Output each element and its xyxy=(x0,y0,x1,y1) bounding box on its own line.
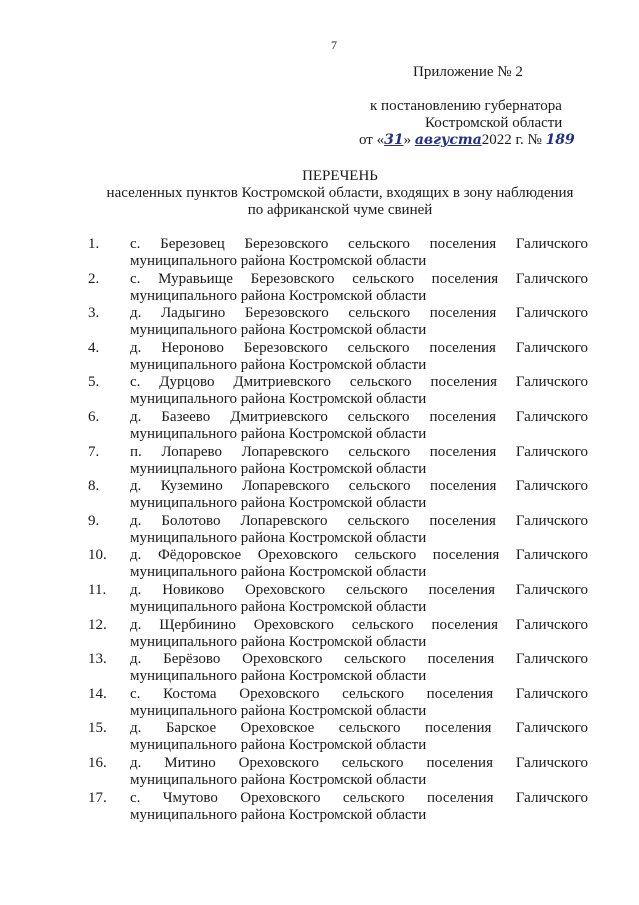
list-item xyxy=(88,582,588,617)
item-line-1: д. Ладыгино Березовского сельского поселения Галичского xyxy=(130,305,588,322)
list-item xyxy=(88,755,588,790)
item-number: 9. xyxy=(88,512,100,529)
year-part: 2022 г. № xyxy=(481,132,542,148)
appendix-label: Приложение № 2 xyxy=(413,64,523,80)
item-line-2: муниципального района Костромской области xyxy=(130,737,427,754)
item-line-2: муниицпального района Костромской области xyxy=(130,460,427,477)
item-line-1: п. Лопарево Лопаревского сельского поселения Галичского xyxy=(130,443,588,460)
item-number: 4. xyxy=(88,339,100,356)
list-item xyxy=(88,374,588,409)
item-text xyxy=(130,374,588,409)
item-text xyxy=(130,790,588,825)
item-line-1: д. Куземино Лопаревского сельского поселения Галичского xyxy=(130,478,588,495)
document-title xyxy=(80,168,600,219)
item-text xyxy=(130,409,588,444)
item-line-2: муниципального района Костромской области xyxy=(130,495,427,512)
item-text xyxy=(130,444,588,479)
item-text xyxy=(130,340,588,375)
list-item xyxy=(88,547,588,582)
item-line-2: муниципального района Костромской области xyxy=(130,322,427,339)
title-heading: ПЕРЕЧЕНЬ xyxy=(302,168,378,184)
decree-line-2: Костромской области xyxy=(425,115,563,131)
item-line-1: с. Дурцово Дмитриевского сельского поселения Галичского xyxy=(130,374,588,391)
item-number: 10. xyxy=(88,547,107,564)
item-line-2: муниципального района Костромской области xyxy=(130,806,427,823)
item-line-2: муниципального района Костромской области xyxy=(130,425,427,442)
item-text xyxy=(130,478,588,513)
item-number: 13. xyxy=(88,651,107,668)
decree-reference xyxy=(359,98,575,149)
item-line-1: д. Берёзово Ореховского сельского поселения Галичского xyxy=(130,651,588,668)
list-item xyxy=(88,686,588,721)
item-text xyxy=(130,513,588,548)
item-line-2: муниципального района Костромской области xyxy=(130,702,427,719)
item-line-1: д. Митино Ореховского сельского поселения Галичского xyxy=(130,754,588,771)
item-number: 14. xyxy=(88,685,107,702)
item-line-1: д. Фёдоровское Ореховского сельского поселения Галичского xyxy=(130,547,588,564)
title-line-1: населенных пунктов Костромской области, входящих в зону наблюдения xyxy=(106,185,574,201)
item-line-2: муниципального района Костромской области xyxy=(130,771,427,788)
item-text xyxy=(130,686,588,721)
item-line-1: д. Новиково Ореховского сельского поселения Галичского xyxy=(130,581,588,598)
item-line-1: с. Муравьище Березовского сельского поселения Галичского xyxy=(130,270,588,287)
item-line-2: муниципального района Костромской области xyxy=(130,287,427,304)
item-line-2: муниципального района Костромской области xyxy=(130,668,427,685)
item-text xyxy=(130,755,588,790)
item-number: 5. xyxy=(88,374,100,391)
item-line-1: д. Базеево Дмитриевского сельского поселения Галичского xyxy=(130,408,588,425)
item-line-1: д. Барское Ореховское сельского поселения Галичского xyxy=(130,720,588,737)
item-text xyxy=(130,651,588,686)
list-item xyxy=(88,651,588,686)
list-item xyxy=(88,271,588,306)
handwritten-number: 189 xyxy=(545,132,575,148)
list-item xyxy=(88,617,588,652)
item-text xyxy=(130,271,588,306)
item-line-1: д. Болотово Лопаревского сельского поселения Галичского xyxy=(130,512,588,529)
item-number: 15. xyxy=(88,720,107,737)
list-item xyxy=(88,790,588,825)
item-line-1: с. Березовец Березовского сельского поселения Галичского xyxy=(130,236,588,252)
item-text xyxy=(130,582,588,617)
item-text xyxy=(130,547,588,582)
page-number: 7 xyxy=(331,38,337,52)
list-item xyxy=(88,305,588,340)
decree-line-1: к постановлению губернатора xyxy=(370,98,562,114)
item-number: 8. xyxy=(88,478,100,495)
item-line-1: д. Нероново Березовского сельского поселения Галичского xyxy=(130,339,588,356)
item-number: 11. xyxy=(88,581,107,598)
settlement-list xyxy=(88,236,588,824)
item-line-2: муниципального района Костромской области xyxy=(130,564,427,581)
item-number: 6. xyxy=(88,408,100,425)
item-line-2: муниципального района Костромской области xyxy=(130,598,427,615)
list-item xyxy=(88,236,588,271)
item-line-1: д. Щербинино Ореховского сельского поселения Галичского xyxy=(130,616,588,633)
item-number: 7. xyxy=(88,443,100,460)
item-text xyxy=(130,720,588,755)
handwritten-month: августа xyxy=(414,132,482,148)
item-line-1: с. Костома Ореховского сельского поселения Галичского xyxy=(130,685,588,702)
item-text xyxy=(130,617,588,652)
item-line-2: муниципального района Костромской области xyxy=(130,253,427,269)
item-number: 3. xyxy=(88,305,100,322)
date-mid: » xyxy=(403,132,412,148)
item-number: 1. xyxy=(88,236,100,252)
title-line-2: по африканской чуме свиней xyxy=(247,202,433,218)
item-line-1: с. Чмутово Ореховского сельского поселения Галичского xyxy=(130,789,588,806)
item-line-2: муниципального района Костромской области xyxy=(130,356,427,373)
decree-date-line xyxy=(359,132,575,149)
item-text xyxy=(130,236,588,271)
item-number: 12. xyxy=(88,616,107,633)
list-item xyxy=(88,444,588,479)
item-number: 17. xyxy=(88,789,107,806)
item-line-2: муниципального района Костромской области xyxy=(130,633,427,650)
date-prefix: от « xyxy=(359,132,385,148)
list-item xyxy=(88,409,588,444)
item-line-2: муниципального района Костромской области xyxy=(130,529,427,546)
list-item xyxy=(88,513,588,548)
list-item xyxy=(88,720,588,755)
item-text xyxy=(130,305,588,340)
item-number: 2. xyxy=(88,270,100,287)
handwritten-day: 31 xyxy=(384,132,404,148)
list-item xyxy=(88,340,588,375)
item-number: 16. xyxy=(88,754,107,771)
item-line-2: муниципального района Костромской области xyxy=(130,391,427,408)
list-item xyxy=(88,478,588,513)
